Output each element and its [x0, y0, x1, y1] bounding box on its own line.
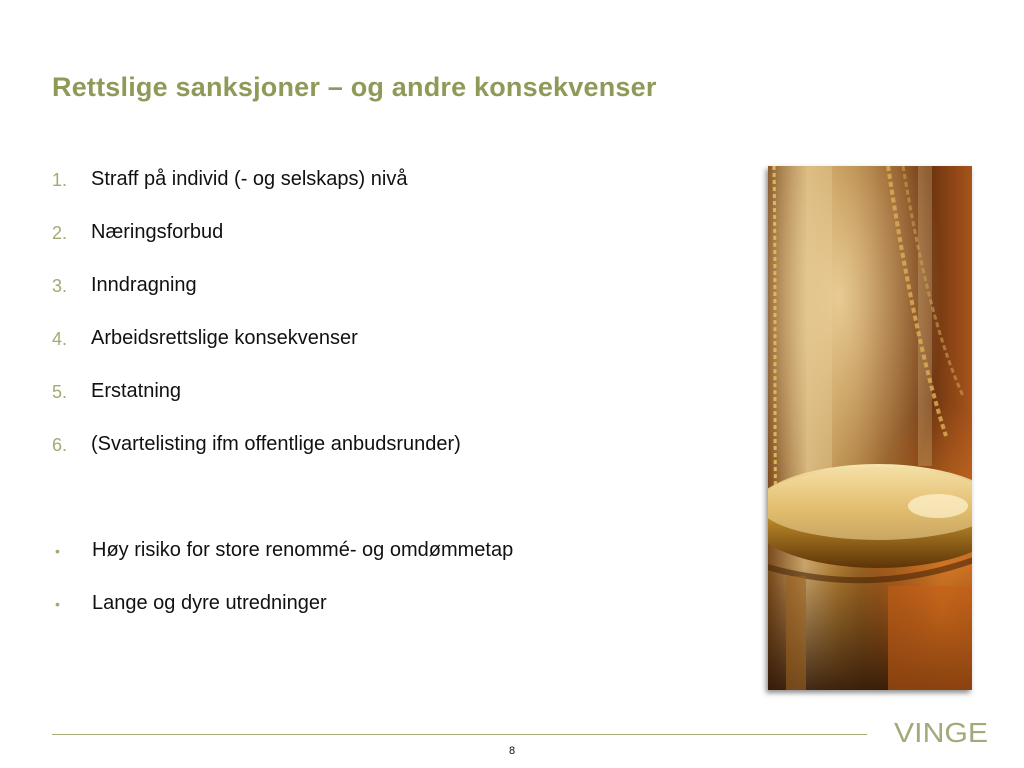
scales-icon: [768, 166, 972, 690]
list-number: 4.: [52, 329, 68, 349]
bullet-text: Lange og dyre utredninger: [92, 592, 327, 614]
bullet-icon: •: [55, 596, 60, 612]
bullet-text: Høy risiko for store renommé- og omdømmetap: [92, 539, 514, 561]
list-number: 3.: [52, 276, 68, 296]
list-text: Inndragning: [91, 274, 197, 296]
list-item: [52, 168, 461, 221]
numbered-list: [52, 168, 461, 486]
bullet-item: [52, 592, 513, 645]
list-item: [52, 433, 461, 486]
bullet-list: [52, 539, 513, 645]
list-text: Arbeidsrettslige konsekvenser: [91, 327, 358, 349]
footer-divider: [52, 734, 867, 735]
list-text: Straff på individ (- og selskaps) nivå: [91, 168, 408, 190]
list-item: [52, 274, 461, 327]
list-item: [52, 380, 461, 433]
list-number: 2.: [52, 223, 68, 243]
bullet-icon: •: [55, 543, 60, 559]
slide-title: Rettslige sanksjoner – og andre konsekvenser: [52, 72, 657, 102]
page-number: 8: [508, 745, 516, 757]
list-text: (Svartelisting ifm offentlige anbudsrunder): [91, 433, 461, 455]
list-item: [52, 327, 461, 380]
list-number: 6.: [52, 435, 68, 455]
scales-photo: [768, 166, 972, 690]
list-text: Erstatning: [91, 380, 182, 402]
bullet-item: [52, 539, 513, 592]
list-text: Næringsforbud: [91, 221, 224, 243]
list-number: 5.: [52, 382, 68, 402]
list-item: [52, 221, 461, 274]
vinge-logo: VINGE: [894, 717, 989, 748]
list-number: 1.: [52, 170, 68, 190]
